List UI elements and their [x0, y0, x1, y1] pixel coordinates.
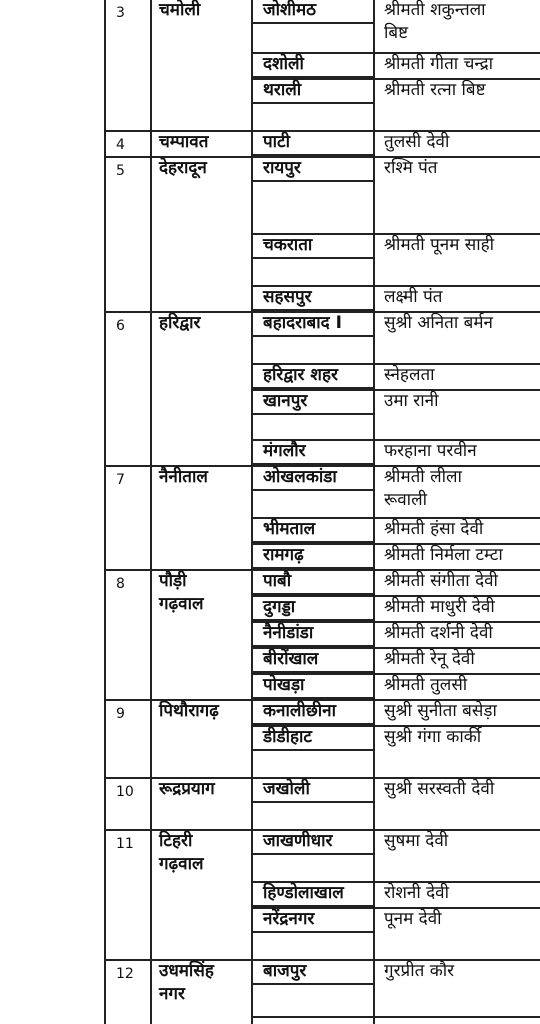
person-name: सुश्री सरस्वती देवी [384, 779, 495, 799]
district-name: देहरादून [159, 158, 207, 178]
block-name: पाटी [263, 132, 291, 152]
person-name: श्रीमती संगीता देवी [384, 571, 498, 591]
block-underline [251, 335, 373, 337]
table-border-left [104, 0, 106, 1024]
serial-number: 6 [116, 318, 125, 334]
block-name: बाजपुर [263, 961, 307, 981]
district-name: हरिद्वार [159, 313, 201, 333]
person-name: श्रीमती दर्शनी देवी [384, 623, 493, 643]
serial-number: 8 [116, 576, 125, 592]
person-name: सुश्री अनिता बर्मन [384, 313, 493, 333]
block-underline [251, 983, 373, 985]
serial-number: 12 [116, 966, 134, 982]
block-underline [251, 801, 373, 803]
person-name: श्रीमती हंसा देवी [384, 519, 484, 539]
block-name: कनालीछीना [263, 701, 336, 721]
person-name: तुलसी देवी [384, 132, 450, 152]
block-name: खानपुर [263, 391, 308, 411]
person-name: पूनम देवी [384, 909, 442, 929]
person-name: रश्मि पंत [384, 158, 438, 178]
person-name: सुश्री सुनीता बसेड़ा [384, 701, 497, 721]
block-underline [251, 22, 373, 24]
person-name: सुषमा देवी [384, 831, 449, 851]
block-underline [251, 489, 373, 491]
block-underline [251, 180, 373, 182]
block-name: जखोली [263, 779, 310, 799]
block-underline [251, 931, 373, 933]
person-name: श्रीमती रत्ना बिष्ट [384, 80, 486, 100]
block-name: पोखड़ा [263, 675, 305, 695]
block-name: जोशीमठ [263, 0, 317, 20]
person-name: फरहाना परवीन [384, 441, 477, 461]
row-border [251, 1016, 540, 1018]
person-name: लक्ष्मी पंत [384, 287, 443, 307]
district-name: नैनीताल [159, 467, 208, 487]
district-name: रूद्रप्रयाग [159, 779, 215, 799]
block-name: सहसपुर [263, 287, 312, 307]
person-name: श्रीमती निर्मला टम्टा [384, 545, 503, 565]
block-name: भीमताल [263, 519, 316, 539]
block-name: ओखलकांडा [263, 467, 337, 487]
block-name: नैनीडांडा [263, 623, 314, 643]
block-underline [251, 413, 373, 415]
block-name: नरेंद्रनगर [263, 909, 315, 929]
serial-number: 10 [116, 784, 134, 800]
person-name: श्रीमती लीला रूवाली [384, 467, 462, 510]
block-name: जाखणीधार [263, 831, 333, 851]
serial-number: 11 [116, 836, 134, 852]
block-name: हिण्डोलाखाल [263, 883, 344, 903]
block-name: रायपुर [263, 158, 301, 178]
block-name: थराली [263, 80, 302, 100]
block-name: बीरोंखाल [263, 649, 319, 669]
person-name: श्रीमती गीता चन्द्रा [384, 54, 494, 74]
block-name: मंगलौर [263, 441, 306, 461]
person-name: उमा रानी [384, 391, 439, 411]
person-name: गुरप्रीत कौर [384, 961, 455, 981]
district-name: चमोली [159, 0, 201, 20]
block-name: रामगढ़ [263, 545, 304, 565]
person-name: श्रीमती रेनू देवी [384, 649, 475, 669]
person-name: रोशनी देवी [384, 883, 450, 903]
district-name: उधमसिंह नगर [159, 961, 214, 1004]
serial-number: 5 [116, 163, 125, 179]
person-name: श्रीमती माधुरी देवी [384, 597, 495, 617]
block-name: डीडीहाट [263, 727, 312, 747]
block-name: दुगड्डा [263, 597, 296, 617]
district-name: पौड़ी गढ़वाल [159, 571, 204, 614]
district-name: चम्पावत [159, 132, 209, 152]
block-underline [251, 257, 373, 259]
serial-number: 3 [116, 5, 125, 21]
block-underline [251, 749, 373, 751]
person-name: स्नेहलता [384, 365, 435, 385]
serial-number: 7 [116, 472, 125, 488]
district-name: पिथौरागढ़ [159, 701, 219, 721]
person-name: श्रीमती पूनम साही [384, 235, 495, 255]
district-name: टिहरी गढ़वाल [159, 831, 204, 874]
person-name: श्रीमती शकुन्तला बिष्ट [384, 0, 486, 43]
block-underline [251, 102, 373, 104]
person-name: श्रीमती तुलसी [384, 675, 468, 695]
block-underline [251, 853, 373, 855]
block-name: चकराता [263, 235, 313, 255]
block-name: दशोली [263, 54, 304, 74]
block-name: हरिद्वार शहर [263, 365, 338, 385]
serial-number: 9 [116, 706, 125, 722]
person-name: सुश्री गंगा कार्की [384, 727, 482, 747]
block-name: पाबौ [263, 571, 292, 591]
serial-number: 4 [116, 137, 125, 153]
block-name: बहादराबाद I [263, 313, 342, 333]
